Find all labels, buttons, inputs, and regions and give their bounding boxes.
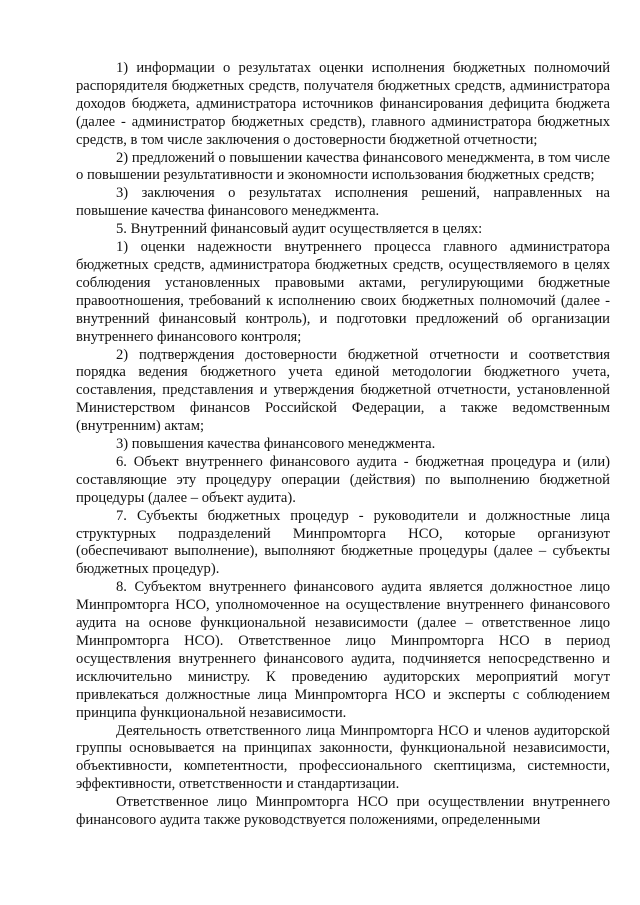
paragraph-5: 5. Внутренний финансовый аудит осуществляется в целях: bbox=[116, 221, 483, 238]
paragraph-responsible-person: Ответственное лицо Минпромторга НСО при осуществлении внутреннего финансового аудита также руководствуется положениями, определенными bbox=[76, 794, 610, 829]
paragraph-8: 8. Субъектом внутреннего финансового аудита является должностное лицо Минпромторга НСО, уполномоченное на осуществление внутреннего финансового аудита на основе функциональной независимости (далее – ответственное лицо Минпромторга НСО). Ответственное лицо Минпромторга НСО в период осуществления внутреннего финансового аудита, подчиняется непосредственно и исключительно министру. К проведению аудиторских мероприятий могут привлекаться должностные лица Минпромторга НСО и эксперты с соблюдением принципа функциональной независимости. bbox=[76, 579, 610, 721]
paragraph-6: 6. Объект внутреннего финансового аудита - бюджетная процедура и (или) составляющие эту процедуру операции (действия) по выполнению бюджетной процедуры (далее – объект аудита). bbox=[76, 453, 610, 506]
paragraph-5-1: 1) оценки надежности внутреннего процесса главного администратора бюджетных средств, администратора бюджетных средств, осуществляемого в целях соблюдения установленных правовыми актами, регулирующими бюджетные правоотношения, требований к исполнению своих бюджетных полномочий (далее - внутренний финансовый контроль), и подготовки предложений об организации внутреннего финансового контроля; bbox=[76, 239, 610, 345]
paragraph-5-2: 2) подтверждения достоверности бюджетной отчетности и соответствия порядка ведения бюджетного учета единой методологии бюджетного учета, составления, представления и утверждения бюджетной отчетности, установленной Министерством финансов Российской Федерации, а также ведомственным (внутренним) актам; bbox=[76, 346, 610, 435]
document-page bbox=[76, 60, 610, 830]
paragraph-4-2: 2) предложений о повышении качества финансового менеджмента, в том числе о повышении результативности и экономности использования бюджетных средств; bbox=[76, 149, 610, 184]
paragraph-4-1: 1) информации о результатах оценки исполнения бюджетных полномочий распорядителя бюджетных средств, получателя бюджетных средств, администратора доходов бюджета, администратора источников финансирования дефицита бюджета (далее - администратор бюджетных средств), главного администратора бюджетных средств, в том числе заключения о достоверности бюджетной отчетности; bbox=[76, 60, 610, 148]
paragraph-principles: Деятельность ответственного лица Минпромторга НСО и членов аудиторской группы основывается на принципах законности, функциональной независимости, объективности, компетентности, профессионального скептицизма, системности, эффективности, ответственности и стандартизации. bbox=[76, 722, 610, 793]
paragraph-7: 7. Субъекты бюджетных процедур - руководители и должностные лица структурных подразделений Минпромторга НСО, которые организуют (обеспечивают выполнение), выполняют бюджетные процедуры (далее – субъекты бюджетных процедур). bbox=[76, 507, 610, 578]
paragraph-5-3: 3) повышения качества финансового менеджмента. bbox=[116, 436, 436, 453]
paragraph-4-3: 3) заключения о результатах исполнения решений, направленных на повышение качества финансового менеджмента. bbox=[76, 185, 610, 220]
